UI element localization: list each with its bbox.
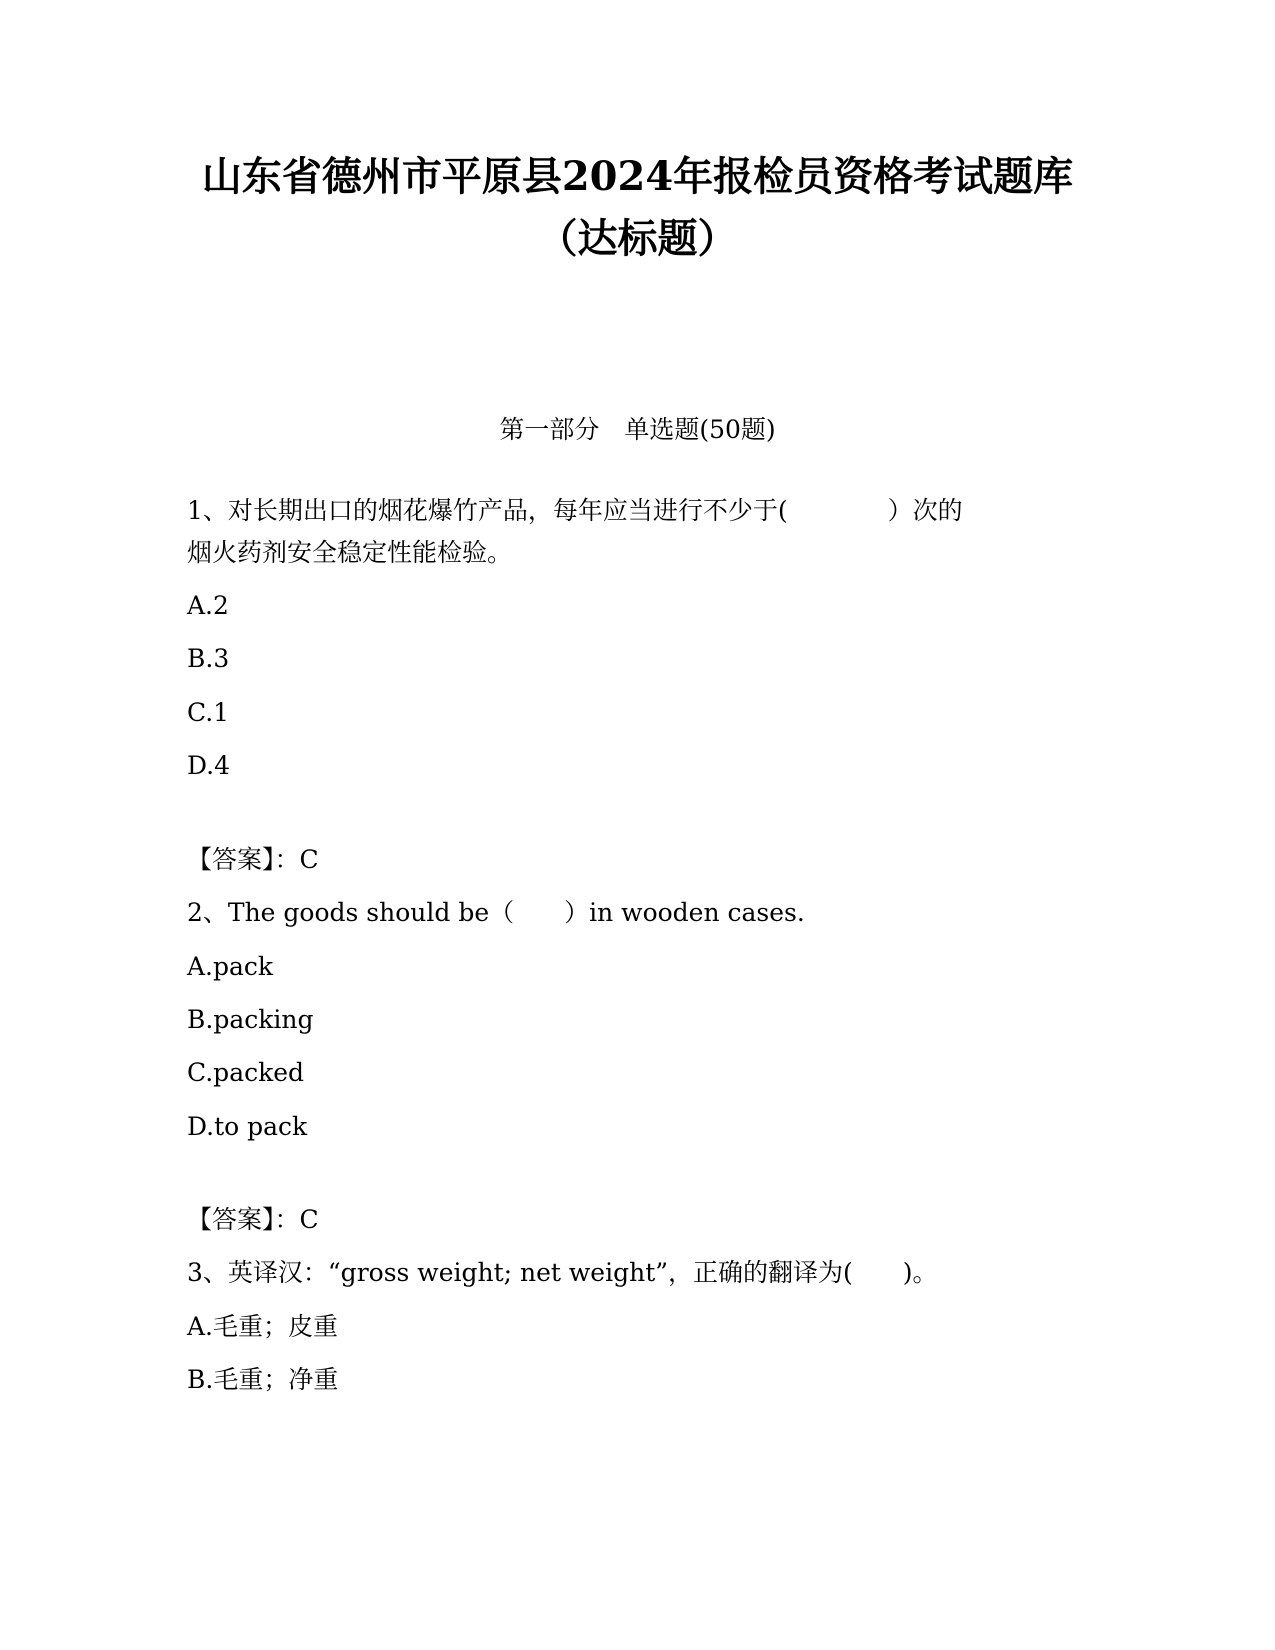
question-1-answer: 【答案】：C	[187, 845, 319, 874]
question-1-option-a: A.2	[187, 591, 229, 620]
question-1-stem-line-1: 1、对长期出口的烟花爆竹产品，每年应当进行不少于( ）次的	[187, 496, 963, 525]
question-2-option-b: B.packing	[187, 1005, 314, 1034]
section-heading: 第一部分 单选题(50题)	[499, 415, 776, 444]
document-title-line-2: （达标题）	[537, 215, 738, 262]
question-2-stem: 2、The goods should be（ ）in wooden cases.	[187, 898, 805, 927]
question-2-option-c: C.packed	[187, 1058, 305, 1087]
question-3-option-a: A.毛重；皮重	[187, 1312, 339, 1341]
question-1-stem-line-2: 烟火药剂安全稳定性能检验。	[187, 538, 513, 567]
question-3-option-b: B.毛重；净重	[187, 1365, 339, 1394]
question-3-stem: 3、英译汉：“gross weight; net weight”，正确的翻译为( )。	[187, 1258, 938, 1287]
question-2-option-a: A.pack	[187, 952, 274, 981]
question-2-answer: 【答案】：C	[187, 1205, 319, 1234]
question-1-option-b: B.3	[187, 644, 230, 673]
document-title-line-1: 山东省德州市平原县2024年报检员资格考试题库	[201, 153, 1074, 200]
question-1-option-c: C.1	[187, 698, 230, 727]
question-2-option-d: D.to pack	[187, 1112, 308, 1141]
question-1-option-d: D.4	[187, 751, 231, 780]
